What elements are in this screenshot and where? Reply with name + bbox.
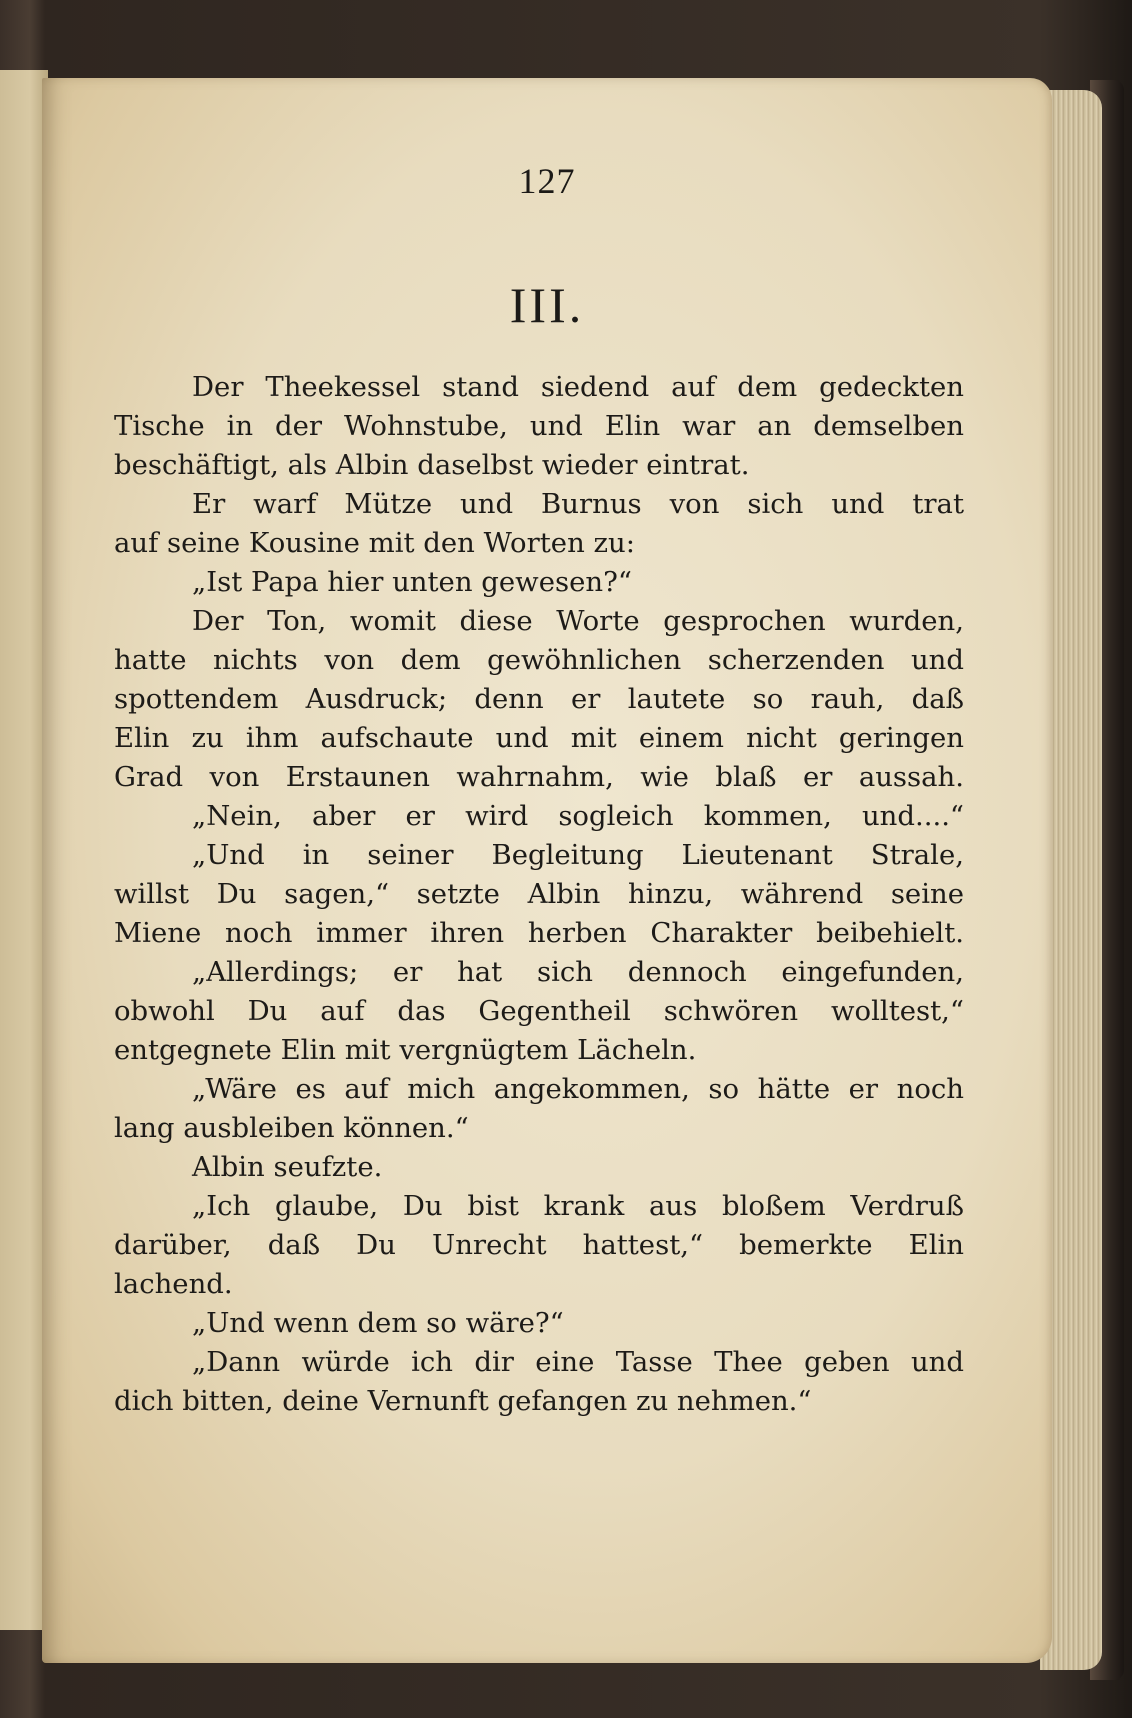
text-line: Tische in der Wohnstube, und Elin war an demselben — [114, 410, 964, 442]
text-line: „Ist Papa hier unten gewesen?“ — [192, 566, 632, 598]
text-line: hatte nichts von dem gewöhnlichen scherzenden und — [114, 644, 964, 676]
text-line: Er warf Mütze und Burnus von sich und trat — [192, 488, 964, 520]
text-line: lachend. — [114, 1268, 233, 1300]
text-line: willst Du sagen,“ setzte Albin hinzu, während seine — [114, 878, 964, 910]
text-line: entgegnete Elin mit vergnügtem Lächeln. — [114, 1034, 697, 1066]
text-line: Albin seufzte. — [192, 1151, 383, 1183]
text-line: Miene noch immer ihren herben Charakter beibehielt. — [114, 917, 964, 949]
text-line: Der Theekessel stand siedend auf dem gedeckten — [192, 371, 964, 403]
text-line: Grad von Erstaunen wahrnahm, wie blaß er aussah. — [114, 761, 964, 793]
facing-page-edge — [0, 70, 48, 1630]
page-number: 127 — [518, 161, 576, 201]
text-line: „Allerdings; er hat sich dennoch eingefunden, — [192, 956, 964, 988]
text-line: „Nein, aber er wird sogleich kommen, und....“ — [192, 800, 964, 832]
text-line: „Wäre es auf mich angekommen, so hätte er noch — [192, 1073, 964, 1105]
text-line: spottendem Ausdruck; denn er lautete so rauh, daß — [114, 683, 964, 715]
text-line: dich bitten, deine Vernunft gefangen zu nehmen.“ — [114, 1385, 812, 1417]
text-line: Elin zu ihm aufschaute und mit einem nicht geringen — [114, 722, 964, 754]
text-line: „Und wenn dem so wäre?“ — [192, 1307, 564, 1339]
text-line: „Ich glaube, Du bist krank aus bloßem Verdruß — [192, 1190, 964, 1222]
text-line: darüber, daß Du Unrecht hattest,“ bemerkte Elin — [114, 1229, 964, 1261]
text-line: auf seine Kousine mit den Worten zu: — [114, 527, 635, 559]
text-line: obwohl Du auf das Gegentheil schwören wolltest,“ — [114, 995, 964, 1027]
text-line: „Und in seiner Begleitung Lieutenant Strale, — [192, 839, 964, 871]
chapter-heading: III. — [509, 277, 585, 333]
body-text — [114, 368, 964, 1421]
text-line: lang ausbleiben können.“ — [114, 1112, 469, 1144]
text-line: beschäftigt, als Albin daselbst wieder eintrat. — [114, 449, 750, 481]
text-line: Der Ton, womit diese Worte gesprochen wurden, — [192, 605, 964, 637]
text-line: „Dann würde ich dir eine Tasse Thee geben und — [192, 1346, 964, 1378]
book-page — [42, 78, 1052, 1663]
